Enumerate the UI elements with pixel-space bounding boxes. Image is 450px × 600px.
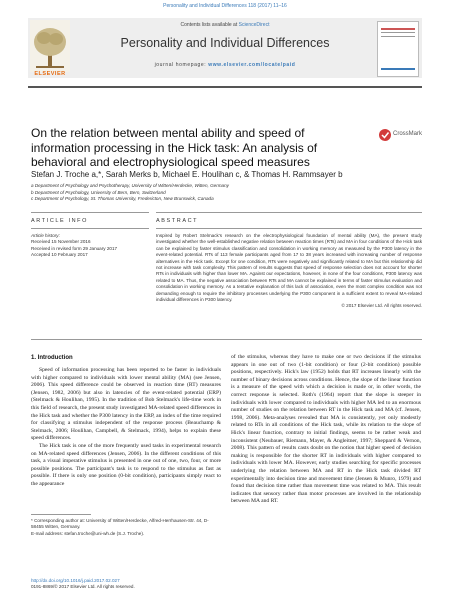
cover-stripe <box>381 28 415 30</box>
affiliation-c: c Department of Psychology, St. Thomas University, Fredericton, New Brunswick, Canada <box>31 196 214 202</box>
cover-stripe <box>381 32 415 33</box>
body-column-right <box>231 354 421 506</box>
body-paragraph: of the stimulus, whereas they have to make one or two decisions if the stimulus appears in one out of two (1-bit condition) or four (2-bit condition) possible positions, respectively. Hick's law (1952) holds that RT increases linearly with the number of binary decisions across conditions. Hence, the slope of the linear function is a measure of the speed with which a decision is made or, in other words, the correct response is selected. Roth's (1964) report that the slope is steeper in individuals with lower compared to individuals with higher MA led to an enormous number of studies on the relation between RT in the Hick task and MA (cf. Jensen, 1998, 2006). Meta-analyses revealed that MA is consistently, yet only modestly related to RTs in all conditions of the Hick task, while its relation to the slope of Hick's linear function, contrary to initial findings, seems to be rather weak and inconsistent (Neubauer, Riemann, Mayer, & Angleitner, 1997; Sheppard & Vernon, 2008). This pattern of results casts doubt on the notion that higher speed of decision making is responsible for the shorter RT in individuals with higher compared to individuals with lower MA. However, early studies searching for specific processes underlying the relation between MA and RT in the Hick task divided RT experimentally into decision time and movement time (Jensen & Munro, 1979) and found that decision time rather than movement time was related to MA. This result indicates that sensory rather than motor processes are involved in the relationship between MA and RT. <box>231 354 421 505</box>
elsevier-tree-logo <box>30 20 70 72</box>
abstract-bottom-rule <box>31 339 422 340</box>
article-identifiers <box>31 578 331 591</box>
section-heading-introduction: 1. Introduction <box>31 355 73 361</box>
corresponding-author-note: * Corresponding author at: University of Witten/Herdecke, Alfred-Herrhausen-Str. 44, D-58455 Witten, Germany. <box>31 518 209 530</box>
history-label: Article history: <box>31 233 60 238</box>
journal-cover-thumbnail <box>377 21 419 77</box>
author-list: Stefan J. Troche a,*, Sarah Merks b, Michael E. Houlihan c, & Thomas H. Rammsayer b <box>31 170 343 179</box>
affiliations <box>31 183 421 203</box>
body-paragraph: Speed of information processing has been reported to be faster in individuals with higher compared to individuals with lower mental ability (MA) (see Jensen, 2006). This speed difference could be observed in reaction time (RT) measures (Jensen, 1982, 2006) but also in latencies of the event-related potential (ERP) (Stelmack & Houlihan, 1995). In the tradition of Bob Stelmack's life-time work in this field of research, the present study investigated MA-related speed differences in the Hick task and whether the P300 latency in the ERP, an index of the time required for classifying a stimulus independent of the response process (Beauchamp & Stelmack, 2006; Houlihan, Campbell, & Stelmack, 1994), helps to explain these speed differences. <box>31 367 221 442</box>
homepage-prefix: journal homepage: <box>154 62 209 68</box>
crossmark-label: CrossMark <box>393 131 423 137</box>
article-info-heading: ARTICLE INFO <box>31 218 88 224</box>
article-history <box>31 233 151 259</box>
sciencedirect-link[interactable]: ScienceDirect <box>238 22 270 28</box>
elsevier-wordmark: ELSEVIER <box>34 71 66 77</box>
journal-title: Personality and Individual Differences <box>120 36 330 50</box>
doi-link[interactable]: http://dx.doi.org/10.1016/j.paid.2017.02.027 <box>31 578 120 583</box>
email-note[interactable]: E-mail address: stefan.troche@uni-wh.de (S.J. Troche). <box>31 530 145 536</box>
history-revised: Received in revised form 29 January 2017 <box>31 245 118 251</box>
article-info-rule <box>31 228 149 229</box>
abstract-rule-top <box>156 212 422 213</box>
abstract-rule <box>156 228 422 229</box>
issn-line: 0191-8869/© 2017 Elsevier Ltd. All rights reserved. <box>31 584 135 590</box>
abstract-text: Inspired by Robert Stelmack's research on the electrophysiological foundation of mental ability (MA), the present study investigated whether the well-established negative relation between reaction times (RTs) and MA in four conditions of the Hick task can be explained by faster stimulus classification and consolidation in working memory as measured by the P300 latency in the event-related potential. RTs of 113 female participants aged from 17 to 38 years increased with increasing number of response alternatives in the Hick task. Except for one condition, RTs were negatively and significantly related to MA but this relationship did not increase with task complexity. This pattern of results suggests that speed of response selection does not account for shorter RTs in individuals with higher than lower MA. Against our expectations, however, in none of the four conditions, P300 latency was related to MA. Thus, the negative association between RTs and MA cannot be explained in terms of faster stimulus evaluation and consolidation in working memory. As a tentative explanation of this lack of association, even the most complex condition was not demanding enough to require the inhibitory processes underlying the P300 component in a sufficient extent to reveal MA-related individual differences in P300 latency. <box>156 233 422 303</box>
homepage-link[interactable]: www.elsevier.com/locate/paid <box>208 62 296 68</box>
footnote-rule <box>31 514 91 515</box>
abstract-heading: ABSTRACT <box>156 218 199 224</box>
affiliation-a: a Department of Psychology and Psychotherapy, University of Witten/Herdecke, Witten, Germany <box>31 183 229 188</box>
history-accepted: Accepted 10 February 2017 <box>31 252 88 258</box>
affiliation-b: b Department of Psychology, University of Bern, Bern, Switzerland <box>31 189 166 195</box>
header-rule <box>28 86 422 88</box>
contents-line <box>80 22 370 28</box>
journal-reference[interactable]: Personality and Individual Differences 118 (2017) 11–16 <box>163 3 287 9</box>
contents-prefix: Contents lists available at <box>180 22 239 28</box>
abstract-copyright: © 2017 Elsevier Ltd. All rights reserved. <box>341 303 422 309</box>
history-received: Received 15 November 2016 <box>31 239 91 245</box>
cover-stripe <box>381 36 415 37</box>
crossmark-badge[interactable] <box>378 128 422 142</box>
cover-stripe <box>381 68 415 70</box>
footnote <box>31 518 221 537</box>
article-title: On the relation between mental ability and speed of information processing in the Hick task: An analysis of behavioral and electrophysiological speed measures <box>31 126 318 169</box>
abstract-body <box>156 233 422 310</box>
body-column-left <box>31 367 221 489</box>
article-info-rule-top <box>31 212 149 213</box>
body-paragraph: The Hick task is one of the more frequently used tasks in experimental research on MA-related speed differences (Jensen, 2006). In the different conditions of this task, a visual imperative stimulus is presented in one out of one, two, four, or more possible positions. The participant's task is to respond to the stimulus as fast as possible. If there is only one position (0-bit condition), participants simply react to the appearance <box>31 442 221 487</box>
journal-homepage <box>80 62 370 68</box>
